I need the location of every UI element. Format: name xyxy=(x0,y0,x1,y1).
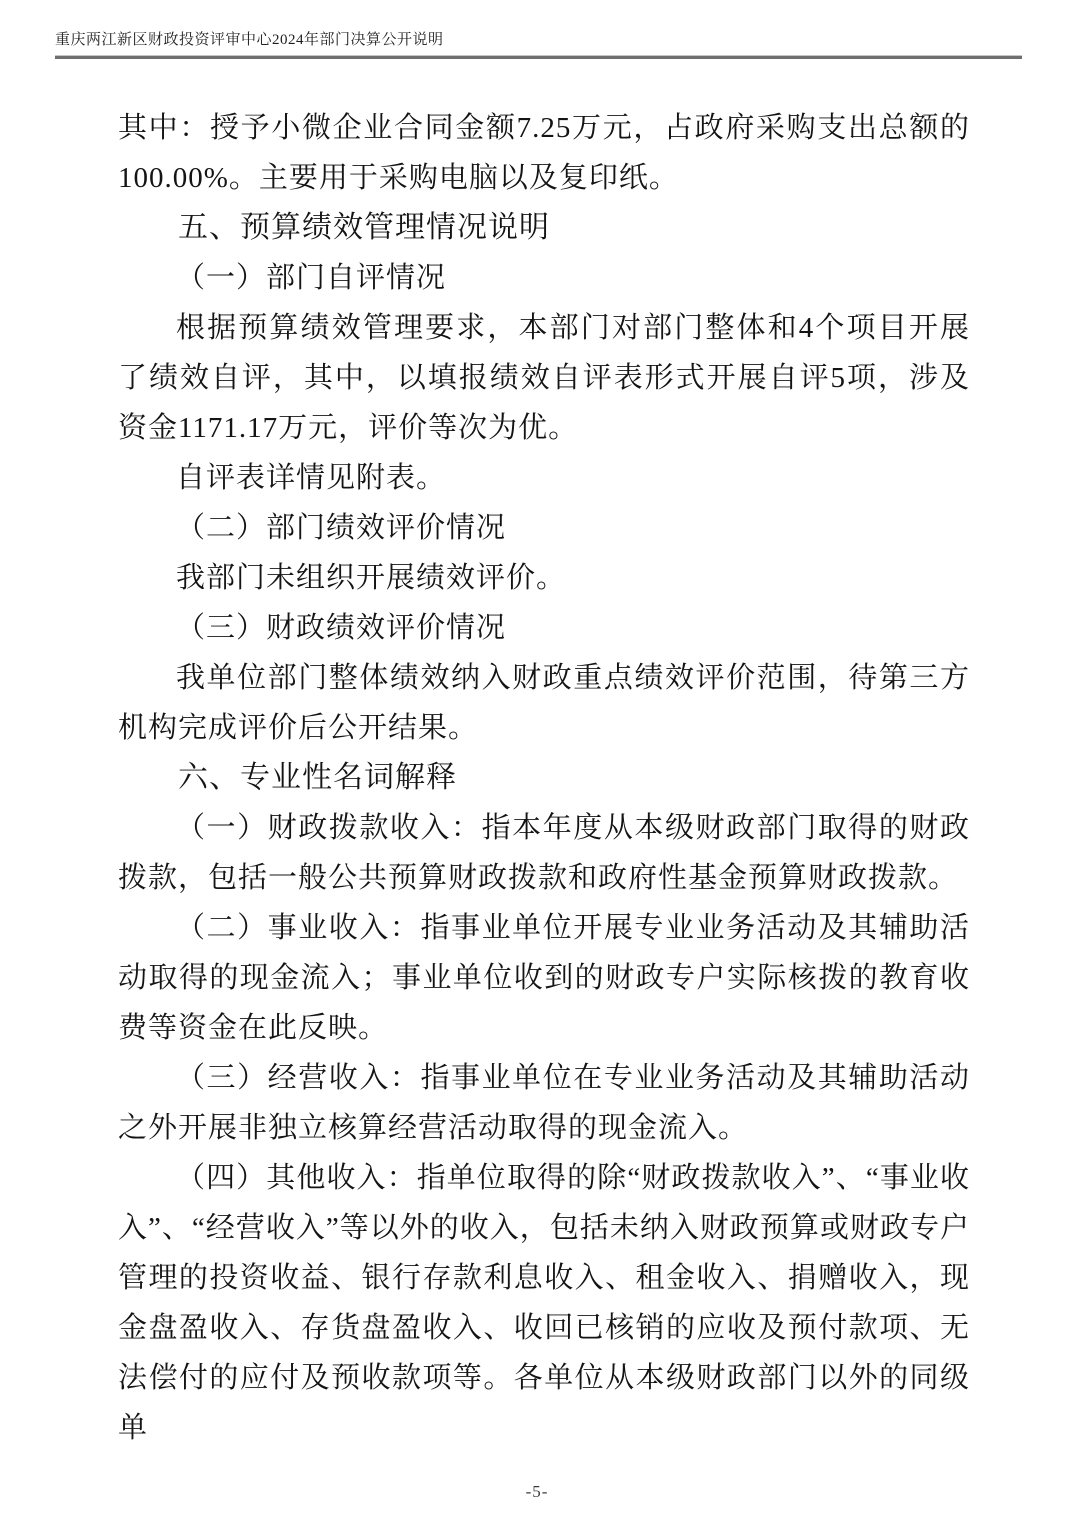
paragraph-government-procurement-continuation: 其中：授予小微企业合同金额7.25万元，占政府采购支出总额的100.00%。主要用于采购电脑以及复印纸。 xyxy=(118,112,970,194)
paragraph-no-performance-evaluation: 我部门未组织开展绩效评价。 xyxy=(176,562,567,594)
section-heading-6-terminology: 六、专业性名词解释 xyxy=(178,761,457,794)
header-title: 重庆两江新区财政投资评审中心2024年部门决算公开说明 xyxy=(55,32,444,48)
paragraph-self-evaluation-attachment: 自评表详情见附表。 xyxy=(176,462,447,494)
paragraph-fiscal-evaluation-detail: 我单位部门整体绩效纳入财政重点绩效评价范围，待第三方机构完成评价后公开结果。 xyxy=(118,662,970,744)
paragraph-term-fiscal-appropriation-income: （一）财政拨款收入：指本年度从本级财政部门取得的财政拨款，包括一般公共预算财政拨款和政府性基金预算财政拨款。 xyxy=(118,812,970,894)
page-footer xyxy=(0,1482,1074,1502)
paragraph-term-other-income: （四）其他收入：指单位取得的除“财政拨款收入”、“事业收入”、“经营收入”等以外的收入，包括未纳入财政预算或财政专户管理的投资收益、银行存款利息收入、租金收入、捐赠收入，现金盘盈收入、存货盘盈收入、收回已核销的应收及预付款项、无法偿付的应付及预收款项等。各单位从本级财政部门以外的同级单 xyxy=(118,1162,970,1444)
paragraph-self-evaluation-detail: 根据预算绩效管理要求，本部门对部门整体和4个项目开展了绩效自评，其中，以填报绩效自评表形式开展自评5项，涉及资金1171.17万元，评价等次为优。 xyxy=(118,312,970,444)
paragraph-term-operating-income: （三）经营收入：指事业单位在专业业务活动及其辅助活动之外开展非独立核算经营活动取得的现金流入。 xyxy=(118,1062,970,1144)
sub-heading-fiscal-performance-evaluation: （三）财政绩效评价情况 xyxy=(176,612,507,644)
page-header xyxy=(55,30,1022,59)
header-rule xyxy=(55,55,1022,59)
sub-heading-department-performance-evaluation: （二）部门绩效评价情况 xyxy=(176,512,507,544)
sub-heading-self-evaluation: （一）部门自评情况 xyxy=(176,262,447,294)
section-heading-5-budget-performance: 五、预算绩效管理情况说明 xyxy=(178,211,550,244)
page-number: -5- xyxy=(525,1482,549,1501)
paragraph-term-institutional-income: （二）事业收入：指事业单位开展专业业务活动及其辅助活动取得的现金流入；事业单位收到的财政专户实际核拨的教育收费等资金在此反映。 xyxy=(118,912,970,1044)
document-body xyxy=(118,103,970,1453)
